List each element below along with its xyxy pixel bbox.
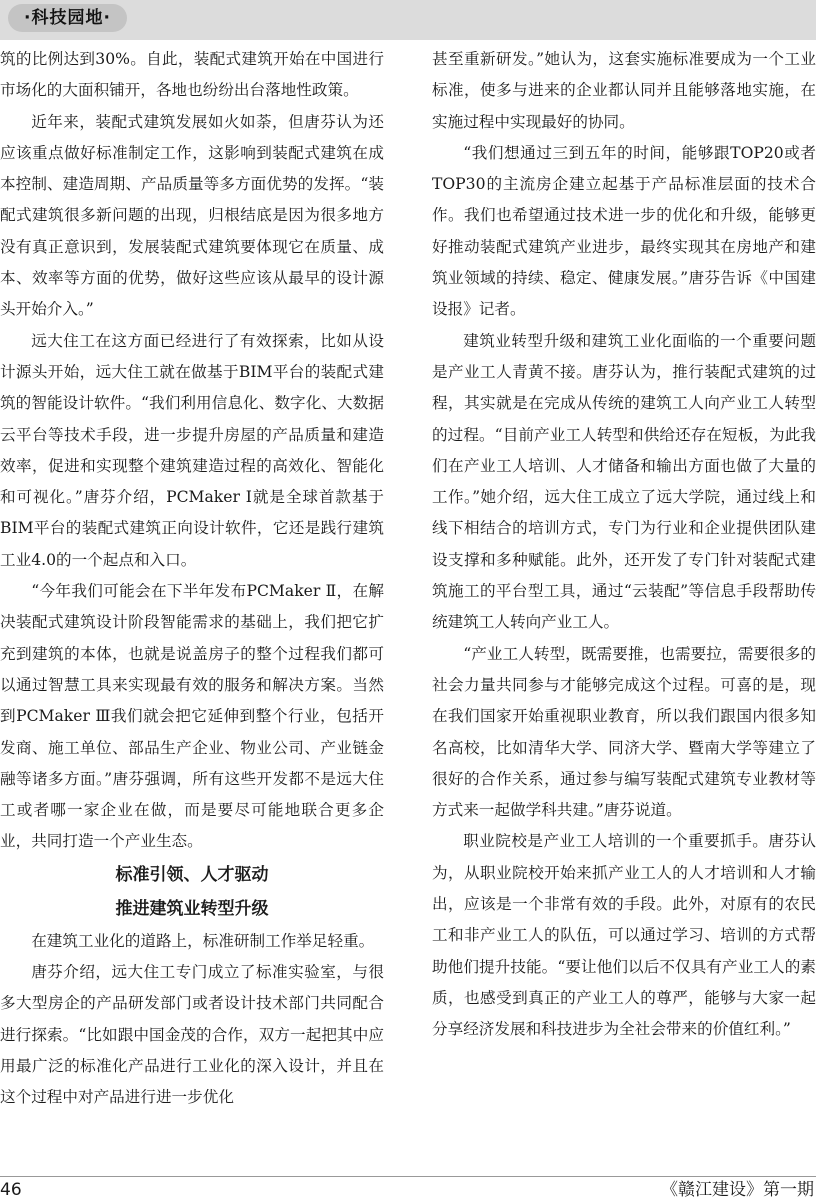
- left-paragraph-1: 筑的比例达到30%。自此，装配式建筑开始在中国进行市场化的大面积铺开，各地也纷纷出台落地性政策。: [0, 50, 384, 100]
- right-paragraph-3: 建筑业转型升级和建筑工业化面临的一个重要问题是产业工人青黄不接。唐芬认为，推行装配式建筑的过程，其实就是在完成从传统的建筑工人向产业工人转型的过程。“目前产业工人转型和供给还存在短板，为此我们在产业工人培训、人才储备和输出方面也做了大量的工作。”她介绍，远大住工成立了远大学院，通过线上和线下相结合的培训方式，专门为行业和企业提供团队建设支撑和多种赋能。此外，还开发了专门针对装配式建筑施工的平台型工具，通过“云装配”等信息手段帮助传统建筑工人转向产业工人。: [432, 331, 816, 632]
- right-paragraph-1: 甚至重新研发。”她认为，这套实施标准要成为一个工业标准，使多与进来的企业都认同并且能够落地实施，在实施过程中实现最好的协同。: [432, 50, 816, 131]
- section-tag: ·科技园地·: [8, 4, 127, 32]
- right-paragraph-4: “产业工人转型，既需要推，也需要拉，需要很多的社会力量共同参与才能够完成这个过程。可喜的是，现在我们国家开始重视职业教育，所以我们跟国内很多知名高校，比如清华大学、同济大学、暨南大学等建立了很好的合作关系，通过参与编写装配式建筑专业教材等方式来一起做学科共建。”唐芬说道。: [432, 644, 816, 820]
- left-paragraph-3: 远大住工在这方面已经进行了有效探索，比如从设计源头开始，远大住工就在做基于BIM平台的装配式建筑的智能设计软件。“我们利用信息化、数字化、大数据云平台等技术手段，进一步提升房屋的产品质量和建造效率，促进和实现整个建筑建造过程的高效化、智能化和可视化。”唐芬介绍，PCMaker Ⅰ就是全球首款基于BIM平台的装配式建筑正向设计软件，它还是践行建筑工业4.0的一个起点和入口。: [0, 331, 384, 569]
- right-column: [432, 44, 816, 1046]
- page-number: 46: [0, 1180, 22, 1200]
- left-paragraph-6: 唐芬介绍，远大住工专门成立了标准实验室，与很多大型房企的产品研发部门或者设计技术部门共同配合进行探索。“比如跟中国金茂的合作，双方一起把其中应用最广泛的标准化产品进行工业化的深入设计，并且在这个过程中对产品进行进一步优化: [0, 963, 384, 1107]
- left-column: [0, 44, 384, 1114]
- left-paragraph-5: 在建筑工业化的道路上，标准研制工作举足轻重。: [31, 931, 375, 950]
- left-paragraph-4: “今年我们可能会在下半年发布PCMaker Ⅱ，在解决装配式建筑设计阶段智能需求的基础上，我们把它扩充到建筑的本体，也就是说盖房子的整个过程我们都可以通过智慧工具来实现最有效的服务和解决方案。当然到PCMaker Ⅲ我们就会把它延伸到整个行业，包括开发商、施工单位、部品生产企业、物业公司、产业链金融等诸多方面。”唐芬强调，所有这些开发都不是远大住工或者哪一家企业在做，而是要尽可能地联合更多企业，共同打造一个产业生态。: [0, 582, 384, 851]
- right-paragraph-2: “我们想通过三到五年的时间，能够跟TOP20或者TOP30的主流房企建立起基于产品标准层面的技术合作。我们也希望通过技术进一步的优化和升级，能够更好推动装配式建筑产业进步，最终实现其在房地产和建筑业领域的持续、稳定、健康发展。”唐芬告诉《中国建设报》记者。: [432, 143, 816, 319]
- subheading-line-2: 推进建筑业转型升级: [115, 898, 269, 919]
- left-paragraph-2: 近年来，装配式建筑发展如火如荼，但唐芬认为还应该重点做好标准制定工作，这影响到装配式建筑在成本控制、建造周期、产品质量等多方面优势的发挥。“装配式建筑很多新问题的出现，归根结底是因为很多地方没有真正意识到，发展装配式建筑要体现它在质量、成本、效率等方面的优势，做好这些应该从最早的设计源头开始介入。”: [0, 112, 384, 319]
- right-paragraph-5: 职业院校是产业工人培训的一个重要抓手。唐芬认为，从职业院校开始来抓产业工人的人才培训和人才输出，应该是一个非常有效的手段。此外，对原有的农民工和非产业工人的队伍，可以通过学习、培训的方式帮助他们提升技能。“要让他们以后不仅具有产业工人的素质，也感受到真正的产业工人的尊严，能够与大家一起分享经济发展和科技进步为全社会带来的价值红利。”: [432, 832, 816, 1039]
- subheading-line-1: 标准引领、人才驱动: [115, 864, 269, 885]
- footer-divider: [0, 1176, 816, 1177]
- section-header-bar: [0, 0, 816, 40]
- journal-title: 《赣江建设》第一期: [661, 1180, 814, 1200]
